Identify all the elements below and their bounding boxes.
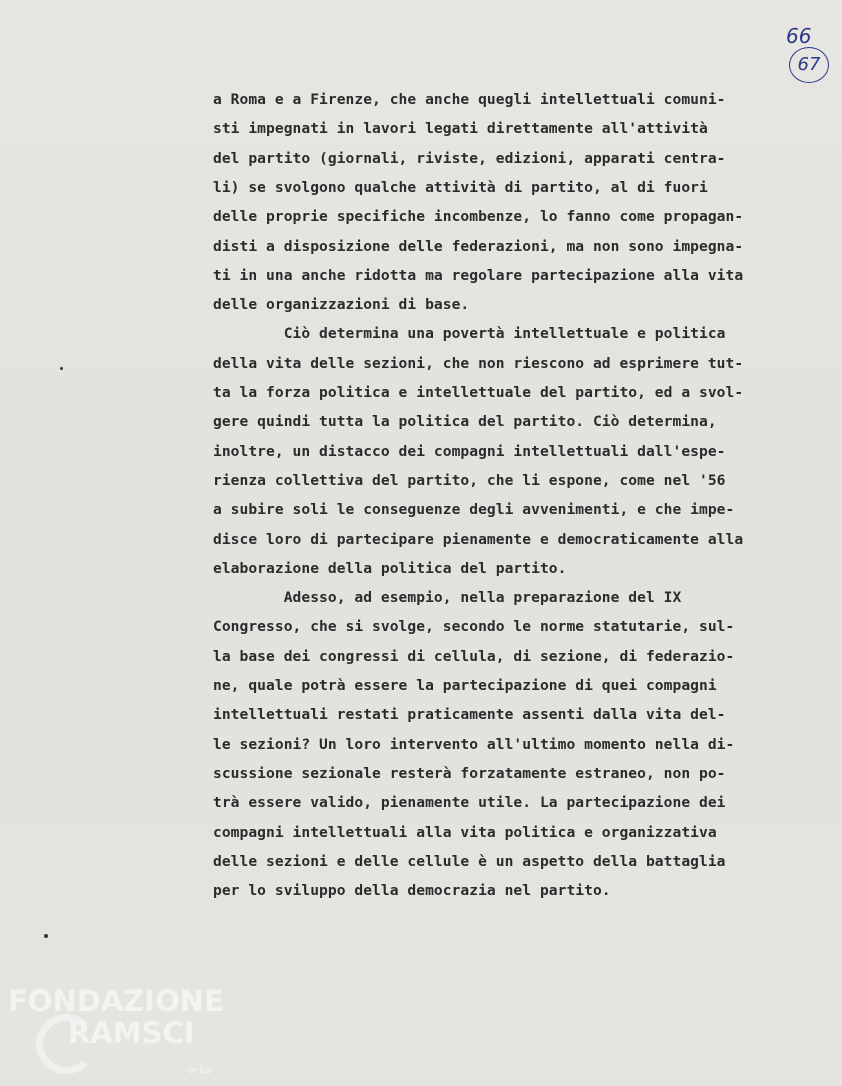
watermark-line-1: FONDAZIONE <box>8 984 224 1018</box>
text-line: scussione sezionale resterà forzatamente estraneo, non po- <box>213 765 726 782</box>
text-line: disce loro di partecipare pienamente e democraticamente alla <box>213 531 744 548</box>
text-line: intellettuali restati praticamente assenti dalla vita del- <box>213 706 726 723</box>
ink-speck <box>44 934 48 938</box>
text-line: disti a disposizione delle federazioni, ma non sono impegna- <box>213 238 744 255</box>
text-line: ti in una anche ridotta ma regolare partecipazione alla vita <box>213 267 744 284</box>
text-line: Adesso, ad esempio, nella preparazione del IX <box>213 589 682 606</box>
text-line: del partito (giornali, riviste, edizioni, apparati centra- <box>213 150 726 167</box>
text-line: inoltre, un distacco dei compagni intellettuali dall'espe- <box>213 443 726 460</box>
text-line: gere quindi tutta la politica del partito. Ciò determina, <box>213 413 717 430</box>
text-line: sti impegnati in lavori legati direttamente all'attività <box>213 120 708 137</box>
text-line: delle organizzazioni di base. <box>213 296 470 313</box>
text-line: elaborazione della politica del partito. <box>213 560 567 577</box>
text-line: delle sezioni e delle cellule è un aspetto della battaglia <box>213 853 726 870</box>
text-line: le sezioni? Un loro intervento all'ultimo momento nella di- <box>213 736 735 753</box>
folio-number: 66 <box>786 24 812 48</box>
ink-speck <box>60 367 63 370</box>
text-line: Ciò determina una povertà intellettuale e politica <box>213 325 726 342</box>
text-line: li) se svolgono qualche attività di partito, al di fuori <box>213 179 708 196</box>
text-line: la base dei congressi di cellula, di sezione, di federazio- <box>213 648 735 665</box>
text-line: a subire soli le conseguenze degli avvenimenti, e che impe- <box>213 501 735 518</box>
watermark-line-2: RAMSCI <box>68 1016 195 1050</box>
text-line: ta la forza politica e intellettuale del partito, ed a svol- <box>213 384 744 401</box>
text-line: delle proprie specifiche incombenze, lo fanno come propagan- <box>213 208 744 225</box>
text-line: rienza collettiva del partito, che li espone, come nel '56 <box>213 472 726 489</box>
text-line: per lo sviluppo della democrazia nel partito. <box>213 882 611 899</box>
archive-watermark <box>8 984 224 1076</box>
watermark-small: onlus <box>188 1066 213 1076</box>
text-line: compagni intellettuali alla vita politica e organizzativa <box>213 824 717 841</box>
text-line: Congresso, che si svolge, secondo le norme statutarie, sul- <box>213 618 735 635</box>
folio-number-circled: 67 <box>789 47 829 83</box>
text-line: della vita delle sezioni, che non riescono ad esprimere tut- <box>213 355 744 372</box>
text-line: a Roma e a Firenze, che anche quegli intellettuali comuni- <box>213 91 726 108</box>
text-line: trà essere valido, pienamente utile. La partecipazione dei <box>213 794 726 811</box>
text-line: ne, quale potrà essere la partecipazione di quei compagni <box>213 677 717 694</box>
